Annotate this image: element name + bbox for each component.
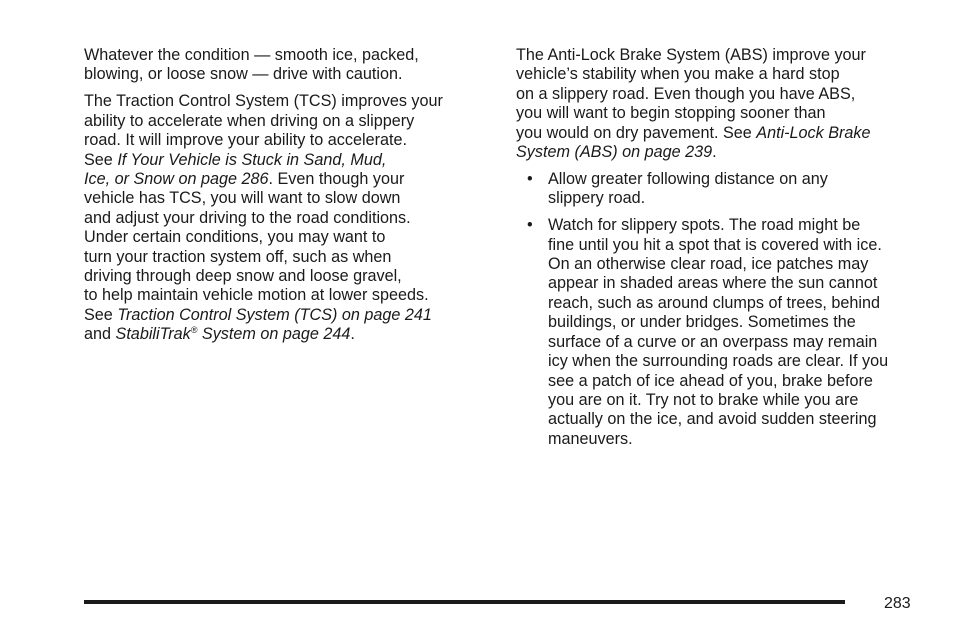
cross-reference-stabilitrak	[116, 325, 351, 343]
text-line: icy when the surrounding roads are clear. If you	[548, 352, 889, 371]
text-fragment: you would on dry pavement. See	[516, 123, 757, 142]
driving-tips-list	[516, 170, 926, 449]
text-line: vehicle has TCS, you will want to slow down	[84, 189, 401, 208]
winter-caution-paragraph	[84, 46, 494, 85]
text-fragment: and	[84, 325, 116, 344]
left-column	[84, 46, 494, 352]
bullet-icon: •	[527, 216, 533, 235]
text-line: Watch for slippery spots. The road might be	[548, 216, 861, 235]
text-line: driving through deep snow and loose gravel,	[84, 266, 402, 285]
cross-reference-stuck-in-snow-page: Ice, or Snow on page 286	[84, 169, 269, 188]
text-line: slippery road.	[548, 189, 646, 208]
text-line: you are on it. Try not to brake while you are	[548, 390, 859, 409]
text-line: maneuvers.	[548, 429, 633, 448]
text-line: On an otherwise clear road, ice patches may	[548, 255, 869, 274]
text-line: you will want to begin stopping sooner than	[516, 104, 826, 123]
cross-reference-tcs: Traction Control System (TCS) on page 241	[117, 305, 432, 324]
text-fragment: See	[84, 150, 118, 169]
text-line: to help maintain vehicle motion at lower speeds.	[84, 286, 429, 305]
text-fragment: .	[350, 325, 355, 344]
text-line: Allow greater following distance on any	[548, 169, 828, 188]
text-line	[84, 151, 494, 170]
text-line	[84, 306, 494, 325]
text-line: The Anti-Lock Brake System (ABS) improve your	[516, 46, 866, 64]
page-number: 283	[884, 595, 911, 612]
text-line: turn your traction system off, such as when	[84, 247, 392, 266]
text-line: ability to accelerate when driving on a slippery	[84, 111, 415, 130]
text-line: fine until you hit a spot that is covered with ice.	[548, 235, 882, 254]
text-fragment: System on page 244	[197, 325, 351, 344]
text-line	[516, 124, 926, 143]
text-line: road. It will improve your ability to accelerate.	[84, 131, 407, 150]
text-line: see a patch of ice ahead of you, brake before	[548, 371, 873, 390]
text-line: blowing, or loose snow — drive with caution.	[84, 65, 403, 84]
text-line: appear in shaded areas where the sun cannot	[548, 274, 878, 293]
text-line: vehicle’s stability when you make a hard stop	[516, 65, 840, 84]
cross-reference-stuck-in-snow: If Your Vehicle is Stuck in Sand, Mud,	[117, 150, 387, 169]
footer-rule	[84, 600, 845, 604]
text-line: reach, such as around clumps of trees, behind	[548, 293, 881, 312]
text-fragment: .	[712, 143, 717, 162]
text-line	[84, 170, 494, 189]
text-line: on a slippery road. Even though you have ABS,	[516, 84, 856, 103]
abs-paragraph	[516, 46, 926, 162]
text-line: buildings, or under bridges. Sometimes the	[548, 313, 856, 332]
cross-reference-abs-page: System (ABS) on page 239	[516, 143, 713, 162]
right-column	[516, 46, 926, 457]
cross-reference-abs: Anti-Lock Brake	[756, 123, 871, 142]
list-item	[516, 170, 926, 209]
list-item	[516, 216, 926, 449]
text-fragment: StabiliTrak	[115, 325, 191, 344]
text-line	[84, 325, 494, 344]
text-fragment: See	[84, 305, 118, 324]
bullet-icon: •	[527, 169, 533, 188]
tcs-paragraph	[84, 92, 494, 344]
text-line: Under certain conditions, you may want to	[84, 228, 386, 247]
text-line: actually on the ice, and avoid sudden steering	[548, 410, 877, 429]
text-line: and adjust your driving to the road conditions.	[84, 208, 411, 227]
registered-mark: ®	[190, 325, 198, 336]
text-line: The Traction Control System (TCS) improves your	[84, 92, 443, 111]
text-fragment: . Even though your	[268, 169, 405, 188]
text-line	[516, 143, 926, 162]
text-line: Whatever the condition — smooth ice, packed,	[84, 46, 419, 64]
text-line: surface of a curve or an overpass may remain	[548, 332, 878, 351]
